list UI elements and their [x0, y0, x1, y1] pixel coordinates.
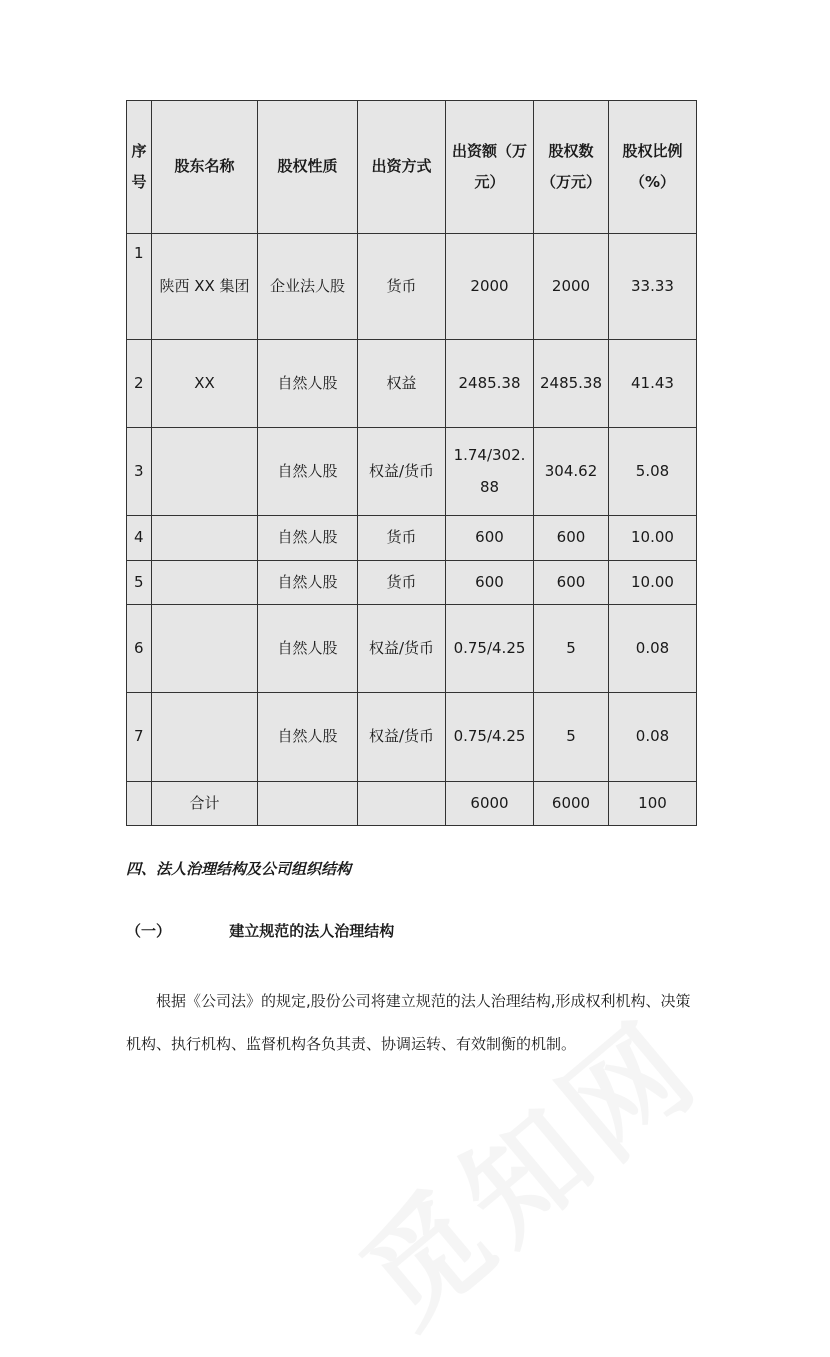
cell-method: 权益/货币: [358, 693, 446, 782]
cell-nature: 自然人股: [258, 428, 358, 516]
table-row: [127, 234, 697, 340]
header-seq: 序号: [127, 101, 152, 234]
header-ratio: 股权比例（%）: [609, 101, 697, 234]
cell-nature: 自然人股: [258, 516, 358, 561]
table-row: [127, 340, 697, 428]
cell-method: 权益: [358, 340, 446, 428]
cell-method: 权益/货币: [358, 605, 446, 693]
table-header-row: [127, 101, 697, 234]
cell-name: [152, 516, 258, 561]
cell-shares: 2000: [534, 234, 609, 340]
cell-name: XX: [152, 340, 258, 428]
cell-ratio: 0.08: [609, 605, 697, 693]
cell-ratio: 41.43: [609, 340, 697, 428]
cell-method: 权益/货币: [358, 428, 446, 516]
table-row: [127, 693, 697, 782]
table-row: [127, 428, 697, 516]
cell-seq: 6: [127, 605, 152, 693]
cell-shares: 2485.38: [534, 340, 609, 428]
cell-seq: 7: [127, 693, 152, 782]
cell-method: 货币: [358, 516, 446, 561]
header-shares: 股权数（万元）: [534, 101, 609, 234]
cell-amount: 0.75/4.25: [446, 605, 534, 693]
cell-seq: 1: [127, 234, 152, 340]
total-shares: 6000: [534, 782, 609, 826]
cell-shares: 600: [534, 516, 609, 561]
cell-nature: 自然人股: [258, 340, 358, 428]
cell-amount: 600: [446, 516, 534, 561]
total-label: 合计: [152, 782, 258, 826]
body-paragraph: 根据《公司法》的规定,股份公司将建立规范的法人治理结构,形成权利机构、决策机构、执行机构、监督机构各负其责、协调运转、有效制衡的机制。: [126, 992, 691, 1053]
header-amount: 出资额（万元）: [446, 101, 534, 234]
cell-amount: 600: [446, 561, 534, 605]
section-heading-4: 四、法人治理结构及公司组织结构: [126, 860, 352, 878]
cell-name: [152, 693, 258, 782]
cell-seq: 3: [127, 428, 152, 516]
cell-ratio: 33.33: [609, 234, 697, 340]
cell-ratio: 5.08: [609, 428, 697, 516]
header-method: 出资方式: [358, 101, 446, 234]
cell-ratio: 10.00: [609, 516, 697, 561]
cell-amount: 2000: [446, 234, 534, 340]
shareholder-table: [126, 100, 697, 826]
subsection-title: 建立规范的法人治理结构: [229, 922, 395, 940]
cell-ratio: 10.00: [609, 561, 697, 605]
header-nature: 股权性质: [258, 101, 358, 234]
total-amount: 6000: [446, 782, 534, 826]
cell-amount: 0.75/4.25: [446, 693, 534, 782]
cell-shares: 5: [534, 693, 609, 782]
cell-seq: 4: [127, 516, 152, 561]
total-ratio: 100: [609, 782, 697, 826]
cell-shares: 600: [534, 561, 609, 605]
cell-name: [152, 605, 258, 693]
cell-shares: 304.62: [534, 428, 609, 516]
cell-name: 陕西 XX 集团: [152, 234, 258, 340]
cell-shares: 5: [534, 605, 609, 693]
cell-name: [152, 428, 258, 516]
cell-amount: 2485.38: [446, 340, 534, 428]
cell-nature: 自然人股: [258, 693, 358, 782]
cell-method: [358, 782, 446, 826]
table-row: [127, 561, 697, 605]
cell-seq: 2: [127, 340, 152, 428]
cell-nature: 自然人股: [258, 561, 358, 605]
subsection-heading-1: [126, 920, 394, 941]
cell-ratio: 0.08: [609, 693, 697, 782]
cell-nature: [258, 782, 358, 826]
header-name: 股东名称: [152, 101, 258, 234]
cell-seq: [127, 782, 152, 826]
cell-nature: 企业法人股: [258, 234, 358, 340]
table-row: [127, 516, 697, 561]
table-total-row: [127, 782, 697, 826]
table-row: [127, 605, 697, 693]
cell-method: 货币: [358, 561, 446, 605]
cell-nature: 自然人股: [258, 605, 358, 693]
cell-method: 货币: [358, 234, 446, 340]
subsection-number: （一）: [126, 922, 172, 940]
cell-amount: 1.74/302.88: [446, 428, 534, 516]
cell-seq: 5: [127, 561, 152, 605]
cell-name: [152, 561, 258, 605]
